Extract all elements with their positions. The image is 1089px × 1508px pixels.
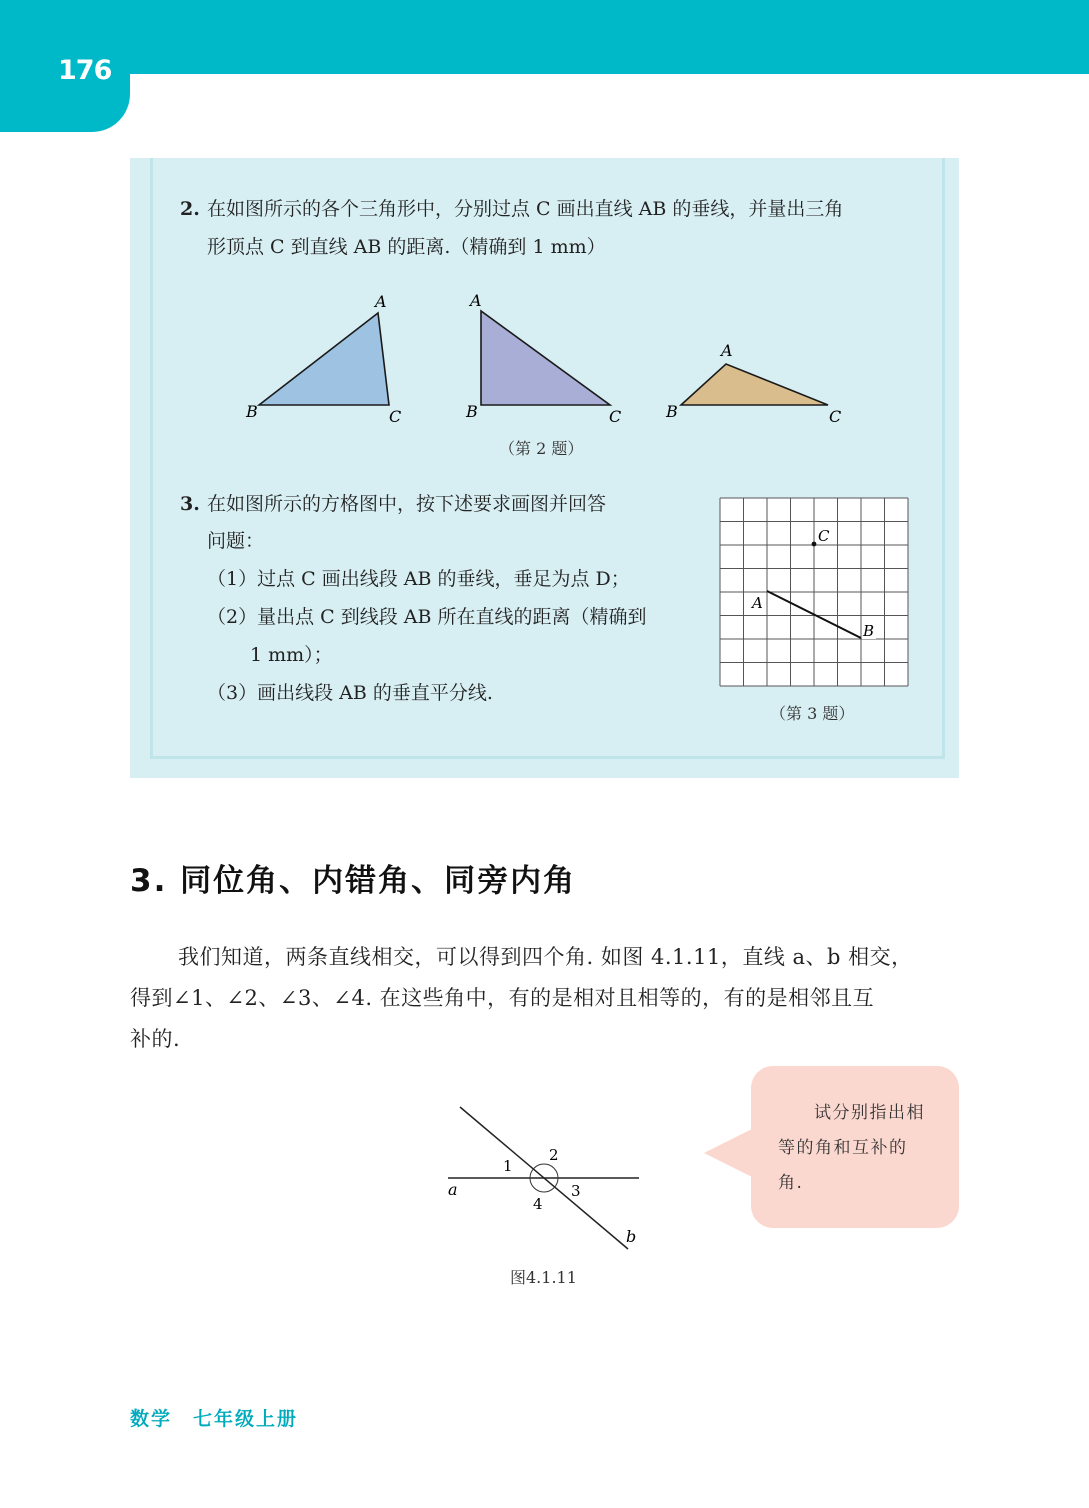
hint-text (778, 1096, 938, 1201)
q2-text-line1: 在如图所示的各个三角形中，分别过点 C 画出直线 AB 的垂线，并量出三角 (207, 198, 844, 220)
paragraph-line2: 得到∠1、∠2、∠3、∠4. 在这些角中，有的是相对且相等的，有的是相邻且互 (130, 986, 875, 1010)
q3-label-c: C (818, 527, 830, 545)
bubble-tail (704, 1128, 754, 1178)
angle-3-label: 3 (571, 1182, 581, 1200)
q3-item2b: 1 mm）； (250, 644, 333, 666)
q3-number: 3. (180, 493, 200, 515)
q2-t1-label-a: A (375, 292, 387, 311)
line-b-label: b (626, 1227, 637, 1246)
q3-item1: （1）过点 C 画出线段 AB 的垂线，垂足为点 D； (207, 568, 630, 590)
section-paragraph (130, 937, 960, 1060)
q2-number: 2. (180, 198, 200, 220)
q2-t2-label-b: B (466, 402, 478, 421)
footer-book-title: 数学 七年级上册 (130, 1408, 299, 1430)
q3-item2a: （2）量出点 C 到线段 AB 所在直线的距离（精确到 (207, 606, 647, 628)
q2-t3-label-a: A (721, 341, 733, 360)
q3-item3: （3）画出线段 AB 的垂直平分线. (207, 682, 493, 704)
section-title: 3. 同位角、内错角、同旁内角 (130, 863, 577, 899)
figure-caption: 图4.1.11 (510, 1268, 577, 1287)
q2-caption: （第 2 题） (499, 439, 584, 458)
paragraph-line1: 我们知道，两条直线相交，可以得到四个角. 如图 4.1.11，直线 a、b 相交， (178, 945, 913, 969)
q2-triangle-2 (481, 311, 610, 405)
hint-line3: 角. (778, 1173, 804, 1193)
angle-2-label: 2 (549, 1146, 559, 1164)
q3-label-a: A (752, 594, 763, 612)
angle-4-label: 4 (533, 1195, 543, 1213)
line-a-label: a (448, 1180, 458, 1199)
q2-triangle-3 (681, 364, 828, 405)
q3-grid (720, 498, 908, 686)
angle-1-label: 1 (503, 1157, 513, 1175)
q2-t3-label-c: C (829, 407, 842, 426)
q2-t2-label-c: C (609, 407, 622, 426)
q2-text-line2: 形顶点 C 到直线 AB 的距离.（精确到 1 mm） (207, 236, 606, 258)
q2-t1-label-c: C (389, 407, 402, 426)
q2-t1-label-b: B (246, 402, 258, 421)
q3-text-line2: 问题： (207, 530, 265, 552)
q2-t3-label-b: B (666, 402, 678, 421)
paragraph-line3: 补的. (130, 1027, 181, 1051)
q3-caption: （第 3 题） (770, 704, 855, 723)
page-number: 176 (58, 55, 112, 86)
hint-line1: 试分别指出相 (814, 1103, 925, 1123)
q2-t2-label-a: A (470, 291, 482, 310)
q3-label-b: B (863, 622, 875, 640)
q2-triangle-1 (259, 313, 389, 405)
hint-line2: 等的角和互补的 (778, 1138, 908, 1158)
q3-text-line1: 在如图所示的方格图中，按下述要求画图并回答 (207, 493, 607, 515)
q3-line1 (180, 485, 606, 523)
q3-point-c (812, 542, 817, 547)
